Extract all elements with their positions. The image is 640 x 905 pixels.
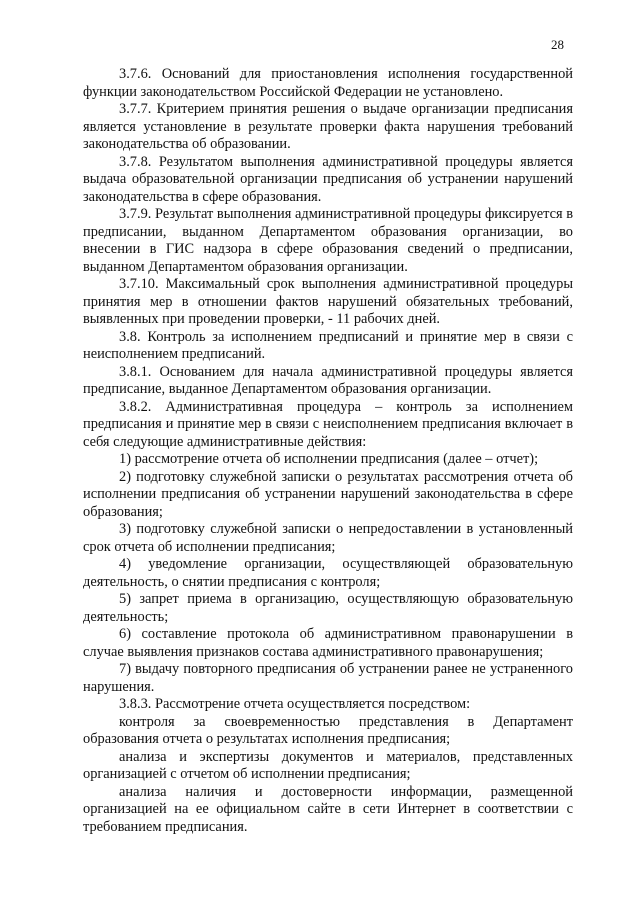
paragraph-3-7-7: 3.7.7. Критерием принятия решения о выдаче организации предписания является установление в результате проверки факта нарушения требований законодательства об образовании. bbox=[83, 101, 573, 152]
paragraph-3-7-10: 3.7.10. Максимальный срок выполнения административной процедуры принятия мер в отношении фактов нарушений обязательных требований, выявленных при проведении проверки, - 11 рабочих дней. bbox=[83, 276, 573, 327]
list-item-5: 5) запрет приема в организацию, осуществляющую образовательную деятельность; bbox=[83, 591, 573, 625]
paragraph-3-8: 3.8. Контроль за исполнением предписаний и принятие мер в связи с неисполнением предписаний. bbox=[83, 328, 573, 362]
paragraph-3-7-8: 3.7.8. Результатом выполнения административной процедуры является выдача образовательной организации предписания об устранении нарушений законодательства в сфере образования. bbox=[83, 153, 573, 205]
paragraph-3-7-9: 3.7.9. Результат выполнения административной процедуры фиксируется в предписании, выданном Департаментом образования организации, во внесении в ГИС надзора в сфере образования сведений о предписании, выданном Департаментом образования организации. bbox=[83, 206, 573, 275]
list-item-1: 1) рассмотрение отчета об исполнении предписания (далее – отчет); bbox=[119, 451, 539, 467]
list-item-4: 4) уведомление организации, осуществляющей образовательную деятельность, о снятии предписания с контроля; bbox=[83, 556, 573, 590]
document-body bbox=[83, 66, 573, 836]
list-item-6: 6) составление протокола об административном правонарушении в случае выявления признаков состава административного правонарушения; bbox=[83, 626, 573, 660]
paragraph-3-8-1: 3.8.1. Основанием для начала административной процедуры является предписание, выданное Департаментом образования организации. bbox=[83, 363, 573, 397]
list-item-2: 2) подготовку служебной записки о результатах рассмотрения отчета об исполнении предписания об устранении нарушений законодательства в сфере образования; bbox=[83, 468, 573, 520]
paragraph-3-7-6: 3.7.6. Оснований для приостановления исполнения государственной функции законодательством Российской Федерации не установлено. bbox=[83, 66, 573, 100]
review-method-2: анализа и экспертизы документов и материалов, представленных организацией с отчетом об исполнении предписания; bbox=[83, 748, 573, 782]
list-item-3: 3) подготовку служебной записки о непредоставлении в установленный срок отчета об исполнении предписания; bbox=[83, 521, 573, 555]
review-method-3: анализа наличия и достоверности информации, размещенной организацией на ее официальном сайте в сети Интернет в соответствии с требованием предписания. bbox=[83, 783, 573, 835]
paragraph-3-8-3: 3.8.3. Рассмотрение отчета осуществляется посредством: bbox=[119, 696, 471, 712]
review-method-1: контроля за своевременностью представления в Департамент образования отчета о результатах исполнения предписания; bbox=[83, 713, 573, 747]
page-number: 28 bbox=[551, 37, 564, 52]
paragraph-3-8-2: 3.8.2. Административная процедура – контроль за исполнением предписания и принятие мер в связи с неисполнением предписания включает в себя следующие административные действия: bbox=[83, 398, 573, 450]
list-item-7: 7) выдачу повторного предписания об устранении ранее не устраненного нарушения. bbox=[83, 661, 573, 695]
